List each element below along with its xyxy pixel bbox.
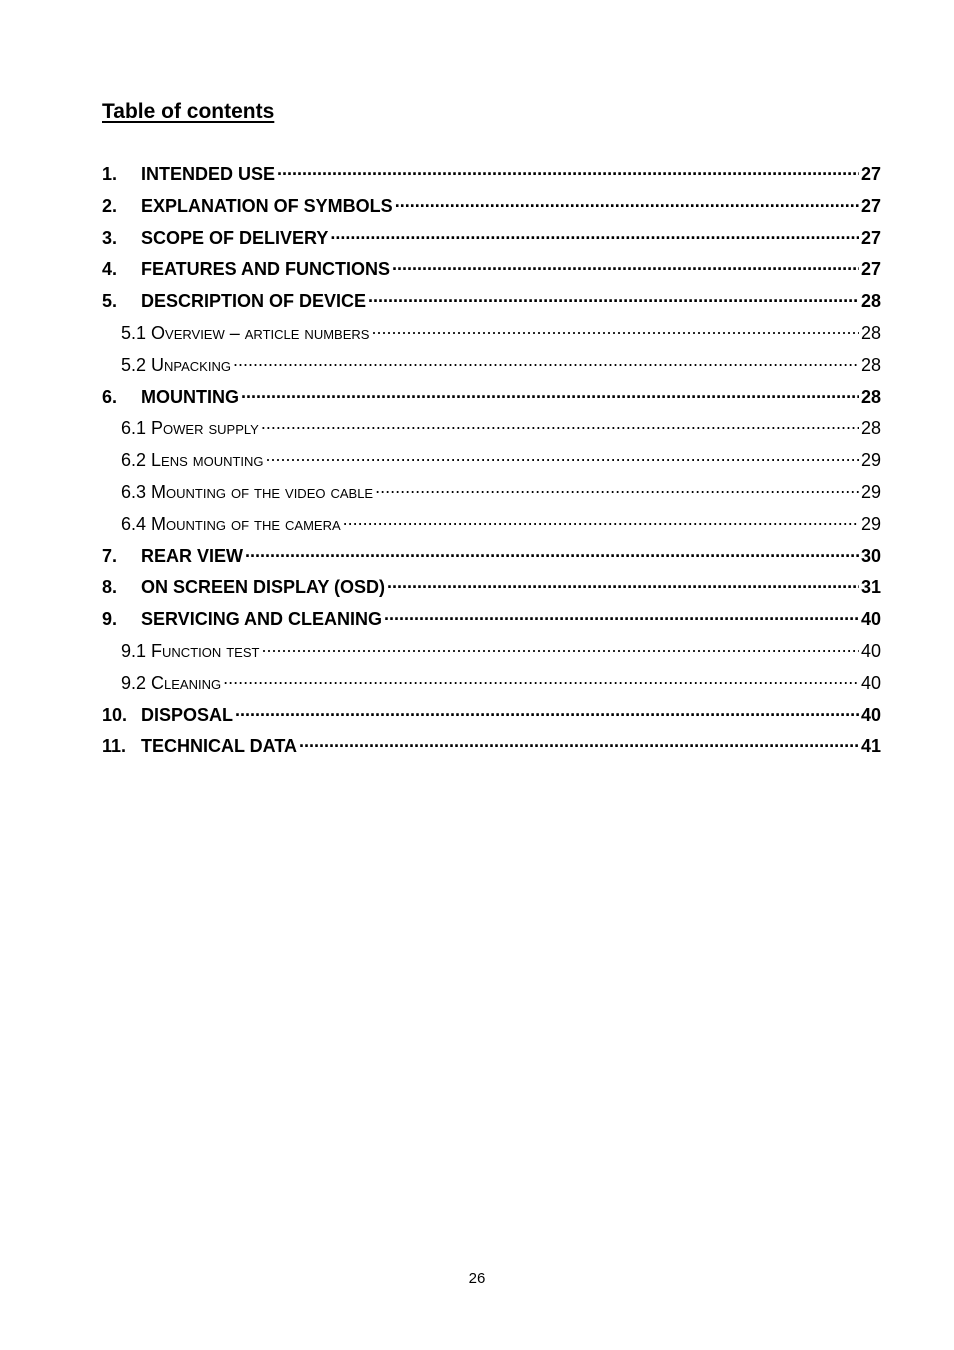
dot-leader (387, 575, 859, 593)
toc-entry-4[interactable] (102, 257, 881, 289)
toc-entry-title: DESCRIPTION OF DEVICE (141, 291, 367, 312)
dot-leader (368, 289, 859, 307)
toc-entry-6-4[interactable] (102, 512, 881, 544)
toc-entry-title: Lens mounting (151, 450, 264, 471)
toc-entry-number: 9. (102, 609, 118, 630)
toc-entry-title: TECHNICAL DATA (141, 736, 297, 757)
toc-entry-page: 41 (860, 736, 881, 757)
toc-entry-number: 8. (102, 577, 118, 598)
toc-entry-title: DISPOSAL (141, 704, 234, 725)
dot-leader (343, 512, 859, 530)
toc-entry-page: 28 (860, 291, 881, 312)
toc-entry-title: Mounting of the camera (151, 513, 341, 534)
toc-entry-11[interactable] (102, 734, 881, 766)
toc-entry-number: 11. (102, 736, 127, 757)
toc-entry-number: 9.2 (121, 672, 147, 693)
toc-entry-6[interactable] (102, 385, 881, 417)
toc-entry-number: 6.4 (121, 513, 147, 534)
dot-leader (375, 480, 859, 498)
toc-entry-number: 4. (102, 259, 118, 280)
dot-leader (241, 385, 859, 403)
toc-entry-number: 3. (102, 227, 118, 248)
toc-entry-title: INTENDED USE (141, 164, 276, 184)
toc-entry-8[interactable] (102, 575, 881, 607)
toc-entry-number: 5. (102, 291, 118, 312)
toc-entry-5-1[interactable] (102, 321, 881, 353)
dot-leader (330, 226, 859, 244)
dot-leader (223, 671, 859, 689)
toc-entry-title: SERVICING AND CLEANING (141, 609, 383, 630)
toc-entry-6-3[interactable] (102, 480, 881, 512)
toc-entry-3[interactable] (102, 226, 881, 258)
toc-entry-6-1[interactable] (102, 416, 881, 448)
toc-entry-page: 40 (860, 640, 881, 661)
toc-entry-5-2[interactable] (102, 353, 881, 385)
toc-entry-title: EXPLANATION OF SYMBOLS (141, 195, 393, 216)
toc-entry-title: MOUNTING (141, 386, 239, 407)
toc-entry-9[interactable] (102, 607, 881, 639)
dot-leader (233, 353, 859, 371)
toc-entry-title: ON SCREEN DISPLAY (OSD) (141, 577, 386, 598)
toc-entry-title: Cleaning (151, 672, 222, 693)
toc-entry-title: Overview – article numbers (151, 322, 370, 343)
toc-entry-number: 9.1 (121, 640, 147, 661)
toc-entry-title: FEATURES AND FUNCTIONS (141, 259, 390, 280)
toc-entry-2[interactable] (102, 194, 881, 226)
toc-entry-title: SCOPE OF DELIVERY (141, 227, 329, 248)
dot-leader (261, 639, 859, 657)
toc-entry-7[interactable] (102, 544, 881, 576)
toc-entry-page: 29 (860, 513, 881, 534)
toc-entry-title: Function test (151, 640, 260, 661)
dot-leader (371, 321, 859, 339)
toc-entry-page: 27 (860, 164, 881, 184)
toc-entry-page: 27 (860, 259, 881, 280)
toc-entry-number: 6. (102, 386, 118, 407)
toc-entry-number: 6.2 (121, 450, 147, 471)
toc-entry-page: 40 (860, 672, 881, 693)
toc-entry-number: 5.1 (121, 322, 147, 343)
toc-entry-number: 5.2 (121, 354, 147, 375)
page-number: 26 (468, 1270, 486, 1287)
table-of-contents (102, 162, 881, 766)
toc-entry-page: 31 (860, 577, 881, 598)
toc-entry-title: Mounting of the video cable (151, 481, 374, 502)
toc-entry-page: 28 (860, 386, 881, 407)
toc-entry-page: 40 (860, 609, 881, 630)
toc-entry-page: 28 (860, 322, 881, 343)
toc-entry-page: 27 (860, 195, 881, 216)
page-title: Table of contents (102, 100, 275, 123)
toc-entry-page: 29 (860, 481, 881, 502)
dot-leader (299, 734, 859, 752)
toc-entry-6-2[interactable] (102, 448, 881, 480)
dot-leader (261, 416, 859, 434)
toc-entry-1[interactable] (102, 162, 881, 194)
dot-leader (245, 544, 859, 562)
toc-entry-number: 10. (102, 704, 128, 725)
toc-entry-number: 6.3 (121, 481, 147, 502)
toc-entry-number: 2. (102, 195, 118, 216)
toc-entry-page: 30 (860, 545, 881, 566)
toc-entry-9-2[interactable] (102, 671, 881, 703)
toc-entry-page: 40 (860, 704, 881, 725)
toc-entry-number: 1. (102, 164, 118, 184)
toc-entry-10[interactable] (102, 703, 881, 735)
dot-leader (395, 194, 859, 212)
dot-leader (235, 703, 859, 721)
toc-entry-title: Power supply (151, 418, 259, 439)
toc-entry-number: 6.1 (121, 418, 147, 439)
toc-entry-page: 29 (860, 450, 881, 471)
toc-entry-5[interactable] (102, 289, 881, 321)
toc-entry-number: 7. (102, 545, 118, 566)
toc-entry-title: REAR VIEW (141, 545, 244, 566)
toc-entry-page: 27 (860, 227, 881, 248)
toc-entry-page: 28 (860, 418, 881, 439)
dot-leader (392, 257, 859, 275)
toc-entry-9-1[interactable] (102, 639, 881, 671)
dot-leader (277, 162, 859, 180)
dot-leader (384, 607, 859, 625)
toc-entry-page: 28 (860, 354, 881, 375)
toc-entry-title: Unpacking (151, 354, 231, 375)
dot-leader (266, 448, 859, 466)
